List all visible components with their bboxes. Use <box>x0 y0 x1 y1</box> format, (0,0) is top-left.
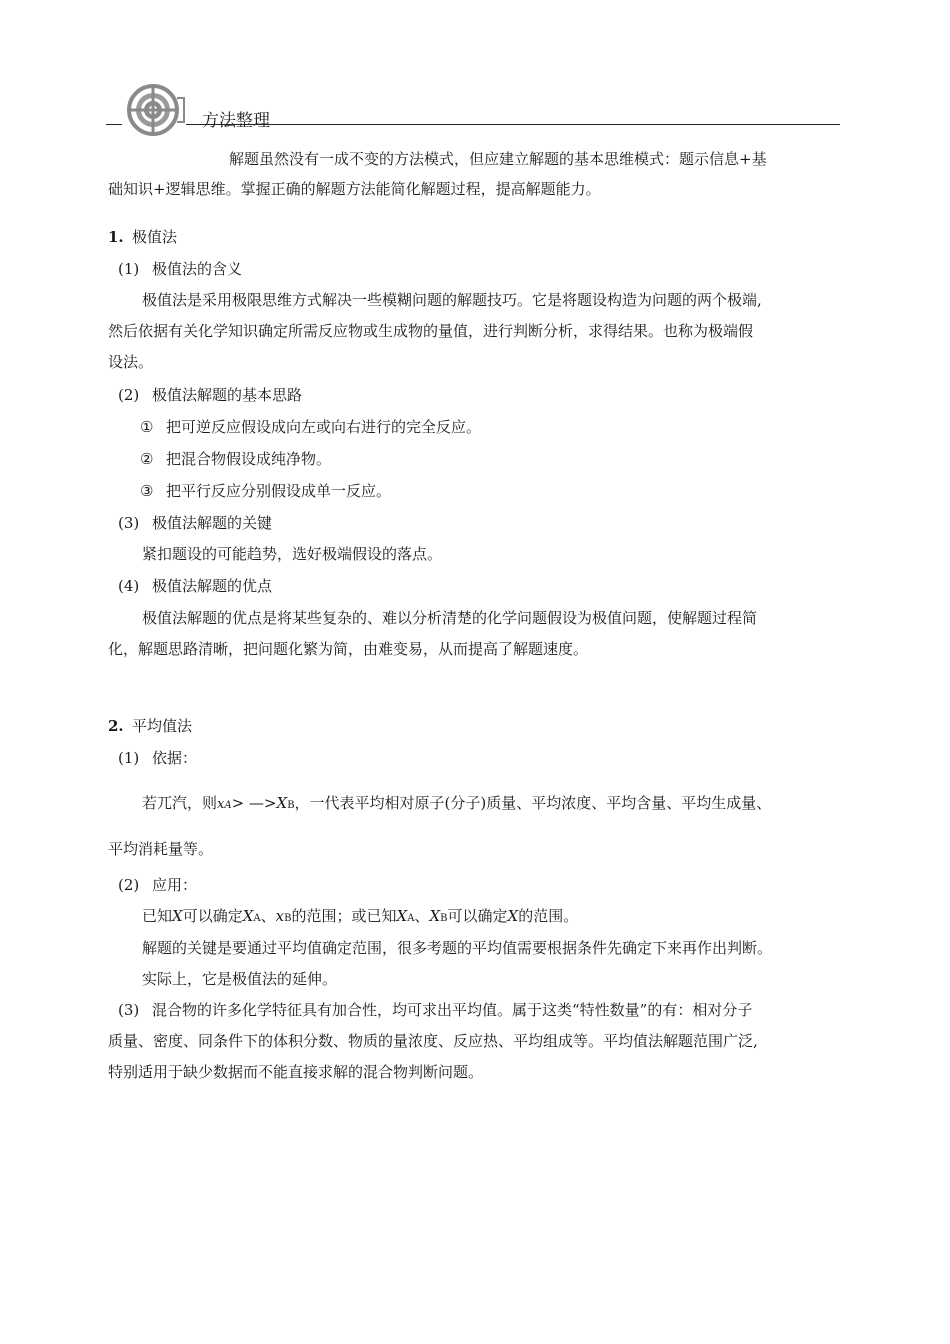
app-var-x-2: X <box>507 907 519 925</box>
app-var-x: X <box>172 907 183 925</box>
section-2-number: 2. <box>108 717 124 735</box>
s1-item1-body-2: 然后依据有关化学知识确定所需反应物或生成物的量值，进行判断分析，求得结果。也称为极端假 <box>108 322 754 340</box>
s1-item1-body-3: 设法。 <box>108 353 154 371</box>
app-var-xa-2: X <box>396 907 408 925</box>
intro-line-2: 础知识+逻辑思维。掌握正确的解题方法能简化解题过程，提高解题能力。 <box>108 180 601 198</box>
basis-line-2: 平均消耗量等。 <box>108 840 214 858</box>
target-icon <box>122 84 186 136</box>
s1-item2-title: 极值法解题的基本思路 <box>152 386 303 404</box>
s1-item4-body-1: 极值法解题的优点是将某些复杂的、难以分析清楚的化学问题假设为极值问题，使解题过程简 <box>142 609 758 627</box>
s1-item1-label: (1) <box>118 260 140 278</box>
step-1-text: 把可逆反应假设成向左或向右进行的完全反应。 <box>166 418 482 436</box>
header-title: 方法整理 <box>202 111 270 131</box>
s2-item3-line-3: 特别适用于缺少数据而不能直接求解的混合物判断问题。 <box>108 1063 484 1081</box>
app-text-c: 、 <box>260 907 276 925</box>
basis-xb-sub: B <box>287 800 295 811</box>
app-var-xa: X <box>242 907 254 925</box>
app-text-e: 、 <box>414 907 430 925</box>
s1-item4-body-2: 化，解题思路清晰，把问题化繁为简，由难变易，从而提高了解题速度。 <box>108 640 589 658</box>
step-2-text: 把混合物假设成纯净物。 <box>166 450 332 468</box>
app-sub-a: A <box>253 913 261 924</box>
section-header <box>106 84 840 134</box>
intro-line-1: 解题虽然没有一成不变的方法模式，但应建立解题的基本思维模式：题示信息+基 <box>229 150 767 168</box>
app-text-a: 已知 <box>142 907 173 925</box>
basis-xb-var: X <box>276 794 288 812</box>
s1-item4-title: 极值法解题的优点 <box>152 577 273 595</box>
app-sub-a-2: A <box>407 913 415 924</box>
app-text-d: 的范围；或已知 <box>291 907 397 925</box>
section-1-title: 极值法 <box>132 228 178 246</box>
app-sub-b-2: B <box>440 913 448 924</box>
s2-item1-label: (1) <box>118 749 140 767</box>
basis-arrow: > —> <box>231 794 277 812</box>
app-text-b: 可以确定 <box>182 907 243 925</box>
s2-item3-line-2: 质量、密度、同条件下的体积分数、物质的量浓度、反应热、平均组成等。平均值法解题范围广泛, <box>108 1032 758 1050</box>
app-text-f: 可以确定 <box>447 907 508 925</box>
s2-item3-line-1: 混合物的许多化学特征具有加合性，均可求出平均值。属于这类“特性数量”的有：相对分子 <box>152 1001 753 1019</box>
s1-item4-label: (4) <box>118 577 140 595</box>
app-var-xb: x <box>275 907 285 925</box>
basis-text-b: ，一代表平均相对原子(分子)质量、平均浓度、平均含量、平均生成量、 <box>294 794 772 812</box>
application-line-2: 解题的关键是要通过平均值确定范围，很多考题的平均值需要根据条件先确定下来再作出判断。 <box>142 939 773 957</box>
s1-item2-label: (2) <box>118 386 140 404</box>
s1-item3-title: 极值法解题的关键 <box>152 514 273 532</box>
s2-item2-label: (2) <box>118 876 140 894</box>
s1-item3-body: 紧扣题设的可能趋势，选好极端假设的落点。 <box>142 545 443 563</box>
s2-item2-title: 应用： <box>152 876 198 894</box>
step-1-label: ① <box>140 418 154 436</box>
s1-item1-title: 极值法的含义 <box>152 260 243 278</box>
application-line-1 <box>142 906 578 929</box>
section-1-number: 1. <box>108 228 124 246</box>
application-line-3: 实际上，它是极值法的延伸。 <box>142 970 338 988</box>
section-2-title: 平均值法 <box>132 717 193 735</box>
app-var-xb-2: X <box>429 907 441 925</box>
basis-xa-sub: A <box>224 800 232 811</box>
s1-item3-label: (3) <box>118 514 140 532</box>
basis-line-1 <box>142 793 771 816</box>
app-text-g: 的范围。 <box>518 907 579 925</box>
app-sub-b: B <box>284 913 292 924</box>
s1-item1-body-1: 极值法是采用极限思维方式解决一些模糊问题的解题技巧。它是将题设构造为问题的两个极端, <box>142 291 762 309</box>
step-2-label: ② <box>140 450 154 468</box>
step-3-text: 把平行反应分别假设成单一反应。 <box>166 482 392 500</box>
basis-xa-var: x <box>217 797 225 812</box>
basis-text-a: 若兀汽，则 <box>142 794 218 812</box>
s2-item3-label: (3) <box>118 1001 140 1019</box>
s2-item1-title: 依据： <box>152 749 198 767</box>
step-3-label: ③ <box>140 482 154 500</box>
